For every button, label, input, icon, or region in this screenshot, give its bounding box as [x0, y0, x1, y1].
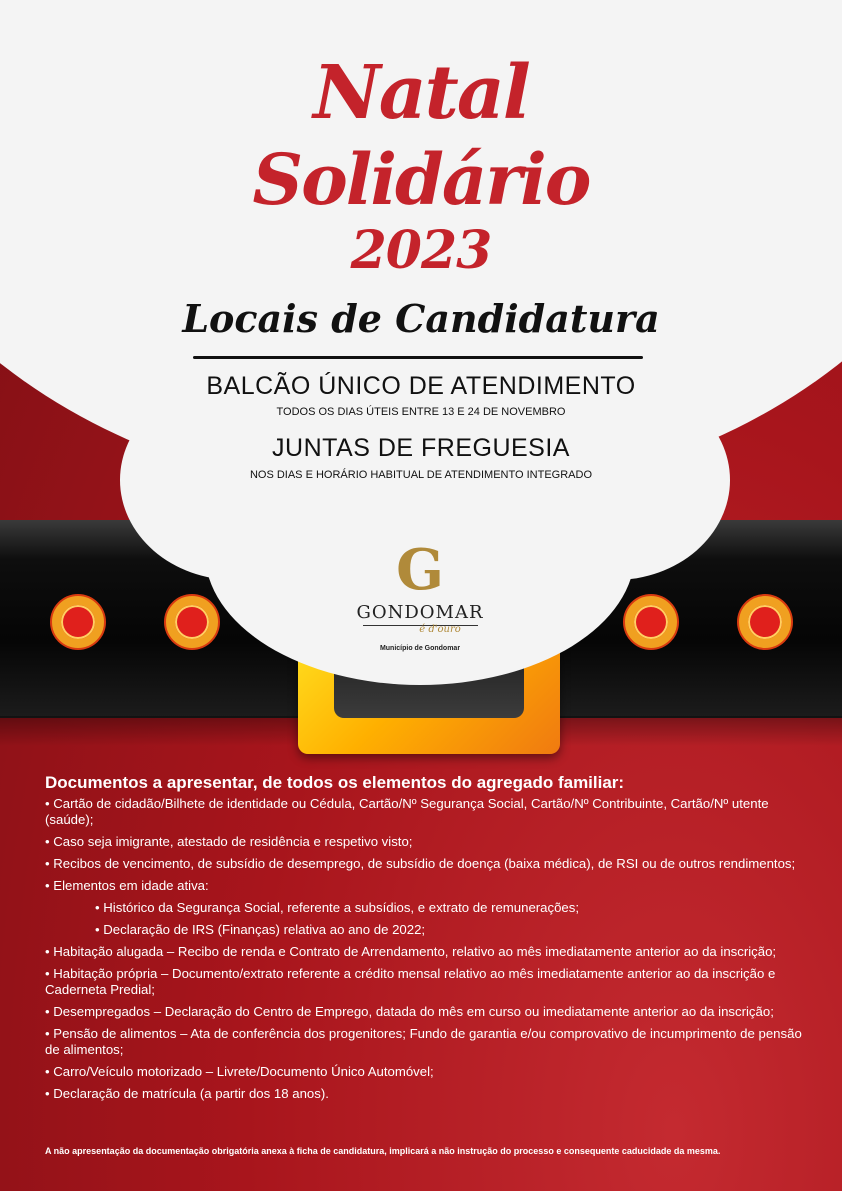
document-item: • Declaração de matrícula (a partir dos 18 anos).: [45, 1086, 329, 1101]
location-detail: TODOS OS DIAS ÚTEIS ENTRE 13 E 24 DE NOVEMBRO: [276, 406, 566, 418]
logo-name: GONDOMAR: [356, 602, 484, 623]
logo-subtitle: Município de Gondomar: [379, 645, 461, 652]
title-solidario: Solidário: [252, 138, 590, 221]
document-item: • Habitação alugada – Recibo de renda e Contrato de Arrendamento, relativo ao mês imediatamente anterior ao da inscrição;: [45, 944, 777, 959]
logo-letter: G: [396, 537, 444, 603]
title-natal: Natal: [313, 50, 529, 136]
document-subitem: • Histórico da Segurança Social, referente a subsídios, e extrato de remunerações;: [95, 900, 580, 915]
subtitle-underline: [193, 356, 643, 359]
location-detail: NOS DIAS E HORÁRIO HABITUAL DE ATENDIMENTO INTEGRADO: [249, 469, 593, 481]
document-item: • Pensão de alimentos – Ata de conferência dos progenitores; Fundo de garantia e/ou comprovativo de incumprimento de pensão de alimentos;: [45, 1026, 802, 1057]
title-year: 2023: [350, 220, 492, 281]
location-name: JUNTAS DE FREGUESIA: [272, 434, 570, 462]
belt-ring-icon: [166, 596, 218, 648]
documents-heading: Documentos a apresentar, de todos os elementos do agregado familiar:: [45, 773, 625, 792]
page-subtitle: Locais de Candidatura: [182, 296, 660, 341]
logo-tagline: é d'ouro: [419, 624, 461, 635]
gondomar-logo: [340, 537, 500, 670]
document-item: • Desempregados – Declaração do Centro de Emprego, datada do mês em curso ou imediatamente anterior ao da inscrição;: [45, 1004, 774, 1019]
location-name: BALCÃO ÚNICO DE ATENDIMENTO: [206, 372, 636, 400]
belt-ring-icon: [52, 596, 104, 648]
belt-ring-icon: [739, 596, 791, 648]
document-subitem: • Declaração de IRS (Finanças) relativa ao ano de 2022;: [95, 922, 426, 937]
document-item: • Carro/Veículo motorizado – Livrete/Documento Único Automóvel;: [45, 1064, 434, 1079]
document-item: • Recibos de vencimento, de subsídio de desemprego, de subsídio de doença (baixa médica), de RSI ou de outros rendimentos;: [45, 856, 796, 871]
document-item: • Habitação própria – Documento/extrato referente a crédito mensal relativo ao mês imediatamente anterior ao da inscrição e Caderneta Predial;: [45, 966, 776, 997]
footer-note: A não apresentação da documentação obrigatória anexa à ficha de candidatura, implicará a não instrução do processo e consequente caducidade da mesma.: [45, 1146, 721, 1156]
documents-section: [45, 773, 805, 1108]
document-item: • Cartão de cidadão/Bilhete de identidade ou Cédula, Cartão/Nº Segurança Social, Cartão/Nº Contribuinte, Cartão/Nº utente (saúde);: [45, 796, 769, 827]
document-item: • Elementos em idade ativa:: [45, 878, 209, 893]
belt-ring-icon: [625, 596, 677, 648]
document-item: • Caso seja imigrante, atestado de residência e respetivo visto;: [45, 834, 413, 849]
